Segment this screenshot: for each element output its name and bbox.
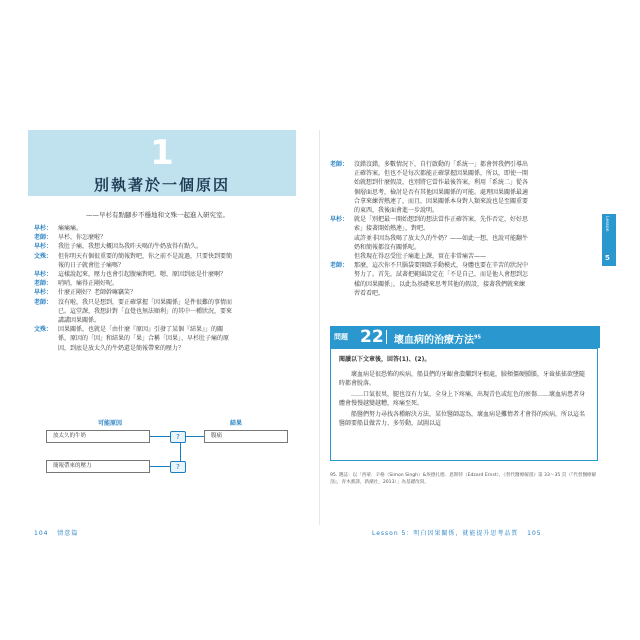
- speaker-label: [330, 178, 354, 187]
- speaker-label: [34, 334, 58, 343]
- dialog-text: 我肚子痛，我想大概因為我昨天喝的牛奶放得有點久。: [58, 243, 203, 251]
- question-paragraph: 船醫們努力尋找各種解決方法，某位醫師認為，壞血病是攤惰者才會得的疾病，所以這名醫師要船員做苦力、多勞動，試圖以這: [339, 410, 586, 427]
- footnote: 95. 選誌：以「西蒙．辛格（Simon Singh）&埃德扎德．恩斯特（Edzard Ernst），《替代醫療解剖》第 33～35 頁（『代替醫療解剖』，青木薰譯，新潮社，2013）」為基礎改寫。: [330, 473, 597, 485]
- question-banner: [330, 326, 600, 348]
- intro-text: ——早杉有點腳步不穩地和文殊一起進入研究室。: [86, 211, 229, 219]
- chapter-title: 別執著於一個原因: [93, 176, 230, 194]
- dialog-text: 就是「別把最一開始想到的想法當作正確答案，先作否定，好好思: [354, 216, 529, 224]
- dialog-line: [330, 270, 600, 279]
- dialog-text: 或許並非因為我喝了放太久的牛奶？——如此一想，也說可能翻牛: [354, 234, 529, 242]
- left-section-label: 情意篇: [57, 530, 79, 537]
- speaker-label: [330, 206, 354, 215]
- dialog-text: 合拿來練習熱連了，而且，因果關係本身對人類來說也是至關重要: [354, 197, 529, 205]
- question-mark-2: ?: [170, 461, 186, 473]
- dialog-text: 奶和簡報都沒有關係呢。: [354, 243, 421, 251]
- question-body: [330, 348, 598, 461]
- dialog-line: [330, 215, 600, 224]
- right-page-number: 105: [527, 530, 542, 537]
- dialog-text: 但我現在得忍受肚子痛進上課，實在非常痛苦——: [354, 253, 487, 261]
- speaker-label: 老師：: [34, 280, 53, 288]
- footer-left: [34, 528, 78, 537]
- dialog-line: [330, 261, 600, 270]
- question-instruction: 閱讀以下文章後，回答(1)、(2)。: [339, 356, 431, 363]
- speaker-label: [34, 261, 58, 270]
- dialog-text: 沒錯沒錯，多數情況下，自行啟動的「系統一」都會替我們引導出: [354, 161, 529, 168]
- dialog-text: 因，到底是放太久的牛奶還是簡報帶來的壓力？: [58, 344, 185, 352]
- chapter-header: [28, 130, 296, 196]
- effect-box: 腹痛: [204, 430, 288, 443]
- dialog-text: 個層面思考，檢討是否有其他因果關係的可能。處理因果關係最適: [354, 188, 529, 196]
- dialog-line: [330, 206, 600, 215]
- speaker-label: 早杉：: [330, 216, 349, 224]
- dialog-line: [330, 243, 600, 252]
- book-spread: [24, 130, 616, 525]
- dialog-line: [34, 242, 296, 251]
- speaker-label: 早杉：: [34, 271, 53, 279]
- dialog-line: [34, 252, 296, 261]
- dialog-line: [34, 316, 296, 325]
- chapter-number: 1: [150, 133, 174, 173]
- dialog-text: 那麼，這次你不只腦袋要開啟手動模式，身體也要在辛苦的狀況中: [354, 262, 529, 270]
- question-label: 問題: [334, 333, 348, 341]
- speaker-label: 文殊：: [34, 326, 53, 334]
- dialog-line: [330, 252, 600, 261]
- banner-divider: [386, 330, 387, 344]
- dialog-line: [34, 307, 296, 316]
- question-number: 22: [360, 327, 384, 347]
- speaker-label: [330, 280, 354, 289]
- speaker-label: 早杉：: [34, 225, 53, 232]
- dialog-line: [330, 289, 600, 298]
- dialog-text: 始就想到什麼假設，也別將它當作最後答案，利用「系統二」從各: [354, 179, 529, 187]
- dialog-line: [330, 234, 600, 243]
- dialog-line: [34, 288, 296, 297]
- question-title: 壞血病的治療方法$^{95}$: [394, 334, 481, 346]
- speaker-label: 早杉：: [34, 243, 53, 251]
- dialog-line: [34, 344, 296, 353]
- dialog-text: 習看看吧。: [354, 289, 385, 297]
- speaker-label: [330, 270, 354, 279]
- dialog-line: [34, 261, 296, 270]
- effect-label: 結果: [230, 420, 243, 427]
- right-page: [320, 130, 616, 525]
- cause-label: 可能原因: [98, 420, 123, 427]
- left-page: [24, 130, 320, 525]
- dialog-text: 這樣說起來，壓力也會引起腹痛對吧。嗯，原因到底是什麼啊？: [58, 271, 227, 279]
- question-paragraph: 壞血病是很恐怖的疾病，船員們的牙齦會潰爛到牙根處，臉頰僵硬腫脹，牙齒搖搖欲墜隨時都會脫落。: [339, 370, 586, 387]
- dialog-line: [330, 160, 600, 169]
- speaker-label: [330, 197, 354, 206]
- cause-box-stress: 簡報帶來的壓力: [46, 460, 150, 473]
- dialog-text: 正確答案。但也不是每次都能正確掌握因果關係，所以，即使一開: [354, 170, 529, 178]
- speaker-label: [330, 169, 354, 178]
- dialog-text: 的東西，我後面會進一步說明。: [354, 207, 439, 215]
- dialog-text: 索」接著開始熱連」，對吧。: [354, 225, 430, 233]
- dialog-line: [330, 197, 600, 206]
- dialog-text: 痛痛痛。: [58, 225, 83, 232]
- speaker-label: 早杉：: [34, 289, 53, 297]
- speaker-label: 老師：: [34, 298, 53, 306]
- speaker-label: 文殊：: [34, 252, 53, 260]
- dialog-text: 因果關係，也就是「由什麼『原因』引發了某個『結果』」的關: [58, 326, 224, 334]
- right-dialog: [330, 160, 600, 298]
- dialog-text: 報的日子就會肚子痛嗎？: [58, 261, 125, 269]
- dialog-line: [34, 298, 296, 307]
- dialog-text: 努力了。首先，試著把範圍設定在「不是自己，而是他人會想到怎: [354, 271, 529, 279]
- dialog-text: 但你明天有個很重要的簡報對吧，你之前不是說過，只要快到要簡: [58, 252, 233, 260]
- speaker-label: [34, 316, 58, 325]
- footer-right: [372, 528, 542, 537]
- question-paragraph: ……口氣很臭，腿也沒有力氣，全身上下疼痛，出現青色或紅色的瘀傷……壞血病患者身體會慢慢越變越糟，疼痛至死。: [339, 390, 586, 407]
- dialog-line: [330, 224, 600, 233]
- dialog-line: [34, 270, 296, 279]
- dialog-line: [34, 325, 296, 334]
- dialog-text: 什麼正剛好？老師幹嘛竊笑？: [58, 289, 137, 297]
- right-running-title: Lesson 5：明白因果關係，就能提升思考品質: [372, 530, 519, 537]
- speaker-label: [34, 307, 58, 316]
- left-dialog: [34, 224, 296, 353]
- speaker-label: 老師：: [330, 161, 349, 168]
- left-page-number: 104: [34, 530, 49, 537]
- dialog-text: 樣的因果關係」，以此為基礎來思考其他的假設，接著我們就來練: [354, 280, 526, 288]
- dialog-text: 早杉，你怎麼啦？: [58, 234, 107, 242]
- dialog-line: [34, 224, 296, 233]
- speaker-label: [330, 234, 354, 243]
- dialog-line: [34, 279, 296, 288]
- dialog-line: [34, 334, 296, 343]
- dialog-line: [330, 188, 600, 197]
- speaker-label: 老師：: [34, 234, 53, 242]
- footnote-ref: 95: [474, 334, 481, 341]
- lesson-side-text: Lesson: [604, 216, 609, 232]
- cause-box-milk: 放太久的牛奶: [46, 430, 150, 443]
- dialog-line: [330, 178, 600, 187]
- lesson-side-number: 5: [605, 254, 610, 262]
- cause-effect-diagram: [34, 418, 294, 528]
- dialog-text: 講講因果關係。: [58, 317, 101, 325]
- speaker-label: [330, 188, 354, 197]
- dialog-line: [34, 233, 296, 242]
- speaker-label: [330, 289, 354, 298]
- speaker-label: 老師：: [330, 262, 349, 270]
- dialog-line: [330, 169, 600, 178]
- dialog-text: 沒有啦，我只是想到，要正確掌握「因果關係」是件很難的事情而: [58, 298, 233, 306]
- question-mark-1: ?: [170, 431, 186, 443]
- dialog-text: 已。這堂課，我想針對「直覺也無法順利」的其中一種狀況，要來: [58, 307, 233, 315]
- dialog-line: [330, 280, 600, 289]
- speaker-label: [330, 252, 354, 261]
- dialog-text: 哨哨，痛得正剛好呢。: [58, 280, 119, 288]
- speaker-label: [330, 243, 354, 252]
- dialog-text: 係，原因的「因」和結果的「果」合稱「因果」、早杉肚子痛的原: [58, 335, 230, 343]
- speaker-label: [34, 344, 58, 353]
- speaker-label: [330, 224, 354, 233]
